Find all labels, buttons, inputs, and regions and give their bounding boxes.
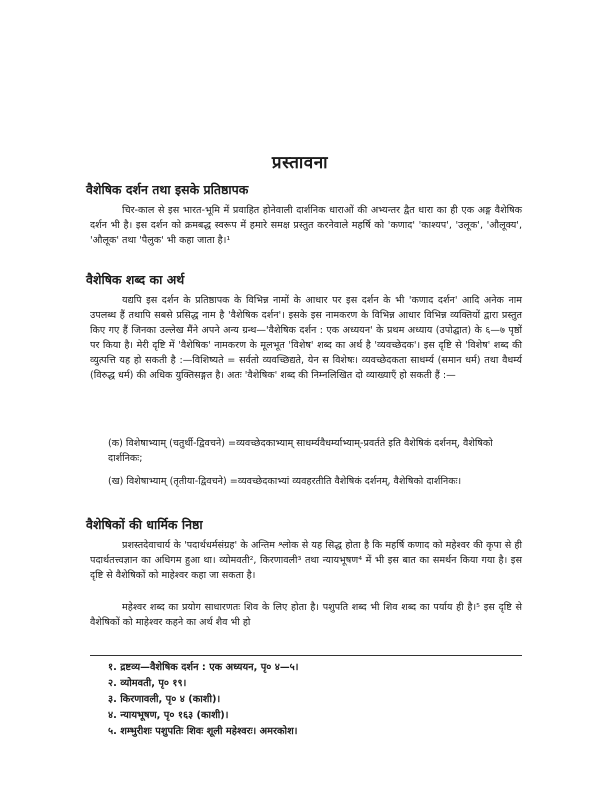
- footnote-4: ४. न्यायभूषण, पृ० १६३ (काशी)।: [108, 710, 229, 721]
- section-heading-founders: वैशेषिक दर्शन तथा इसके प्रतिष्ठापक: [86, 182, 249, 197]
- page-title: प्रस्तावना: [271, 153, 329, 173]
- footnotes: [108, 660, 522, 740]
- sutra-kha: (ख) विशेषाभ्याम् (तृतीया-द्विवचने) =व्यवच्छेदकाभ्यां व्यवहरतीति वैशेषिकं दर्शनम्, वैशेषिको दार्शनिकः।: [108, 476, 462, 487]
- footnote-1: १. द्रष्टव्य—वैशेषिक दर्शन : एक अध्ययन, पृ० ४—५।: [108, 662, 299, 673]
- footnote-5: ५. शम्भुरीशः पशुपतिः शिवः शूली महेश्वरः। अमरकोश।: [108, 726, 298, 737]
- footnote-3: ३. किरणावली, पृ० ४ (काशी)।: [108, 694, 221, 705]
- section-heading-meaning: वैशेषिक शब्द का अर्थ: [86, 272, 185, 287]
- paragraph-religious-2: महेश्वर शब्द का प्रयोग साधारणतः शिव के लिए होता है। पशुपति शब्द भी शिव शब्द का पर्याय ही है।⁵ इस दृष्टि से वैशेषिकों को माहेश्वर कहने का अर्थ शैव भी हो: [90, 602, 522, 628]
- footnote-divider: [90, 655, 522, 656]
- footnote-2: २. व्योमवती, पृ० १९।: [108, 678, 187, 689]
- section-heading-religious: वैशेषिकों की धार्मिक निष्ठा: [86, 517, 203, 532]
- paragraph-religious-1: प्रशस्तदेवाचार्य के 'पदार्थधर्मसंग्रह' के अन्तिम श्लोक से यह सिद्ध होता है कि महर्षि कणाद को महेश्वर की कृपा से ही पदार्थतत्त्वज्ञान का अधिगम हुआ था। व्योमवती², किरणावली³ तथा न्यायभूषण⁴ में भी इस बात का समर्थन किया गया है। इस दृष्टि से वैशेषिकों को माहेश्वर कहा जा सकता है।: [90, 540, 522, 581]
- paragraph-meaning: यद्यपि इस दर्शन के प्रतिष्ठापक के विभिन्न नामों के आधार पर इस दर्शन के भी 'कणाद दर्शन' आदि अनेक नाम उपलब्ध हैं तथापि सबसे प्रसिद्ध नाम है 'वैशेषिक दर्शन'। इसके इस नामकरण के विभिन्न आधार विभिन्न व्यक्तियों द्वारा प्रस्तुत किए गए हैं जिनका उल्लेख मैंने अपने अन्य ग्रन्थ—'वैशेषिक दर्शन : एक अध्ययन' के प्रथम अध्याय (उपोद्घात) के ६—७ पृष्ठों पर किया है। मेरी दृष्टि में 'वैशेषिक' नामकरण के मूलभूत 'विशेष' शब्द का अर्थ है 'व्यवच्छेदक'। इस दृष्टि से 'विशेष' शब्द की व्युत्पत्ति यह हो सकती है :—विशिष्यते = सर्वतो व्यवच्छिद्यते, येन स विशेषः। व्यवच्छेदकता साधर्म्य (समान धर्म) तथा वैधर्म्य (विरुद्ध धर्म) की अधिक युक्तिसङ्गत है। अतः 'वैशेषिक' शब्द की निम्नलिखित दो व्याख्याएँ हो सकती हैं :—: [90, 295, 522, 381]
- paragraph-founders: चिर-काल से इस भारत-भूमि में प्रवाहित होनेवाली दार्शनिक धाराओं की अभ्यन्तर द्वैत धारा का ही एक अङ्ग वैशेषिक दर्शन भी है। इस दर्शन को क्रमबद्ध स्वरूप में हमारे समक्ष प्रस्तुत करनेवाले महर्षि को 'कणाद' 'काश्यप', 'उलूक', 'औलूक्य', 'औलूक' तथा 'पैलुक' भी कहा जाता है।¹: [90, 205, 522, 246]
- sutra-ka: (क) विशेषाभ्याम् (चतुर्थी-द्विवचने) =व्यवच्छेदकाभ्याम् साधर्म्यवैधर्म्याभ्याम्-प्रवर्तते इति वैशेषिकं दर्शनम्, वैशेषिको दार्शनिकः;: [108, 438, 493, 464]
